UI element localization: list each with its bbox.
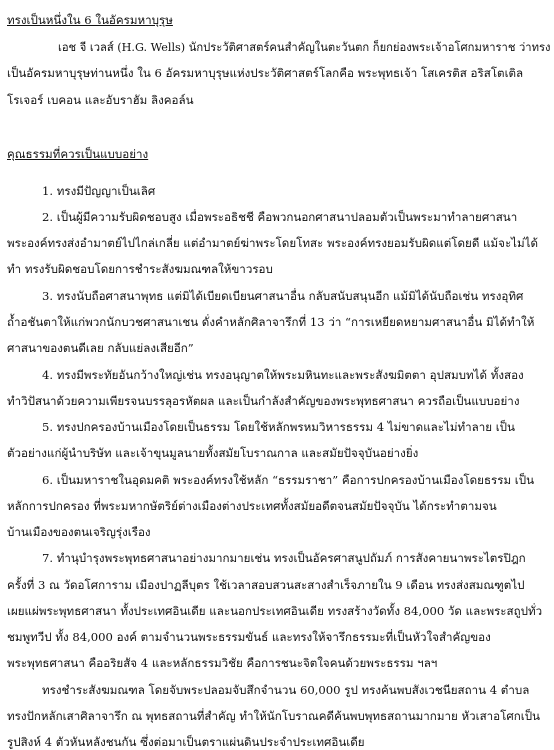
list-item: 2. เป็นผู้มีความรับผิดชอบสูง เมื่อพระอธิชชี คือพวกนอกศาสนาปลอมตัวเป็นพระมาทำลายศาสนา bbox=[42, 210, 518, 224]
paragraph-line: ชมพูทวีป ทั้ง 84,000 องค์ ตามจำนวนพระธรรมขันธ์ และทรงให้จารึกธรรมะที่เป็นหัวใจสำคัญของ bbox=[7, 630, 491, 644]
paragraph-line: พระองค์ทรงส่งอำมาตย์ไปไกล่เกลี่ย แต่อำมาตย์ฆ่าพระโดยโทสะ พระองค์ทรงยอมรับผิดแต่โดยดี แม้จะไม่ได้ bbox=[7, 236, 539, 250]
paragraph-line: ทำ ทรงรับผิดชอบโดยการชำระสังฆมณฑลให้ขาวรอบ bbox=[7, 262, 273, 276]
section-heading-great-men: ทรงเป็นหนึ่งใน 6 ในอัครมหาบุรุษ bbox=[7, 13, 173, 27]
paragraph-line: ถ้ำอชันตาให้แก่พวกนักบวชศาสนาเชน ดั่งคำหลักศิลาจารึกที่ 13 ว่า “การเหยียดหยามศาสนาอื่น มิได้ทำให้ bbox=[7, 315, 535, 329]
paragraph-line: เผยแผ่พระพุทธศาสนา ทั้งประเทศอินเดีย และนอกประเทศอินเดีย ทรงสร้างวัดทั้ง 84,000 วัด และพระสถูปทั่ว bbox=[7, 604, 543, 618]
paragraph-line: พระพุทธศาสนา คืออริยสัจ 4 และหลักธรรมวิชัย คือการชนะจิตใจคนด้วยพระธรรม ฯลฯ bbox=[7, 656, 438, 670]
paragraph-line: โรเจอร์ เบคอน และอับราฮัม ลิงคอล์น bbox=[7, 93, 194, 107]
paragraph-line: บ้านเมืองของตนเจริญรุ่งเรือง bbox=[7, 525, 151, 539]
paragraph-line: เป็นอัครมหาบุรุษท่านหนึ่ง ใน 6 อัครมหาบุรุษแห่งประวัติศาสตร์โลกคือ พระพุทธเจ้า โสเครติส อริสโตเติล bbox=[7, 66, 524, 80]
paragraph-line: ทำวิปัสนาด้วยความเพียรจนบรรลุอรหัตผล และเป็นกำลังสำคัญของพระพุทธศาสนา ควรถือเป็นแบบอย่าง bbox=[7, 394, 520, 408]
list-item: 1. ทรงมีปัญญาเป็นเลิศ bbox=[42, 184, 156, 198]
paragraph-line: รูปสิงห์ 4 ตัวหันหลังชนกัน ซึ่งต่อมาเป็นตราแผ่นดินประจำประเทศอินเดีย bbox=[7, 735, 365, 749]
list-item: 7. ทำนุบำรุงพระพุทธศาสนาอย่างมากมายเช่น ทรงเป็นอัครศาสนูปถัมภ์ การสังคายนาพระไตรปิฎก bbox=[42, 551, 526, 565]
list-item: 3. ทรงนับถือศาสนาพุทธ แต่มิได้เบียดเบียนศาสนาอื่น กลับสนับสนุนอีก แม้มิได้นับถือเช่น ทรงอุทิศ bbox=[42, 289, 524, 303]
list-item: 6. เป็นมหาราชในอุดมคติ พระองค์ทรงใช้หลัก “ธรรมราชา” คือการปกครองบ้านเมืองโดยธรรม เป็น bbox=[42, 473, 535, 487]
list-item: 4. ทรงมีพระทัยอันกว้างใหญ่เช่น ทรงอนุญาตให้พระมหินทะและพระสังฆมิตตา อุปสมบทได้ ทั้งสอง bbox=[42, 368, 524, 382]
paragraph-line: ทรงปักหลักเสาศิลาจารึก ณ พุทธสถานที่สำคัญ ทำให้นักโบราณคดีค้นพบพุทธสถานมากมาย หัวเสาอโศกเป็น bbox=[7, 709, 540, 723]
section-heading-virtues: คุณธรรมที่ควรเป็นแบบอย่าง bbox=[7, 147, 149, 161]
paragraph-line: ทรงชำระสังฆมณฑล โดยจับพระปลอมจับสึกจำนวน 60,000 รูป ทรงค้นพบสังเวชนียสถาน 4 ตำบล bbox=[42, 683, 530, 697]
paragraph-line: หลักการปกครอง ที่พระมหากษัตริย์ต่างเมืองต่างประเทศทั้งสมัยอดีตจนสมัยปัจจุบัน ได้กระทำตามจน bbox=[7, 499, 497, 513]
paragraph-line: ครั้งที่ 3 ณ วัดอโศการาม เมืองปาฏลีบุตร ใช้เวลาสอบสวนสะสางสำเร็จภายใน 9 เดือน ทรงส่งสมณฑูตไป bbox=[7, 578, 525, 592]
paragraph-line: เอช จี เวลส์ (H.G. Wells) นักประวัติศาสตร์คนสำคัญในตะวันตก ก็ยกย่องพระเจ้าอโศกมหาราช ว่าทรง bbox=[58, 40, 551, 54]
list-item: 5. ทรงปกครองบ้านเมืองโดยเป็นธรรม โดยใช้หลักพรหมวิหารธรรม 4 ไม่ขาดและไม่ทำลาย เป็น bbox=[42, 420, 515, 434]
paragraph-line: ศาสนาของตนดีเลย กลับแย่ลงเสียอีก” bbox=[7, 341, 194, 355]
paragraph-line: ตัวอย่างแก่ผู้นำบริษัท และเจ้าขุนมูลนายทั้งสมัยโบราณกาล และสมัยปัจจุบันอย่างยิ่ง bbox=[7, 446, 419, 460]
